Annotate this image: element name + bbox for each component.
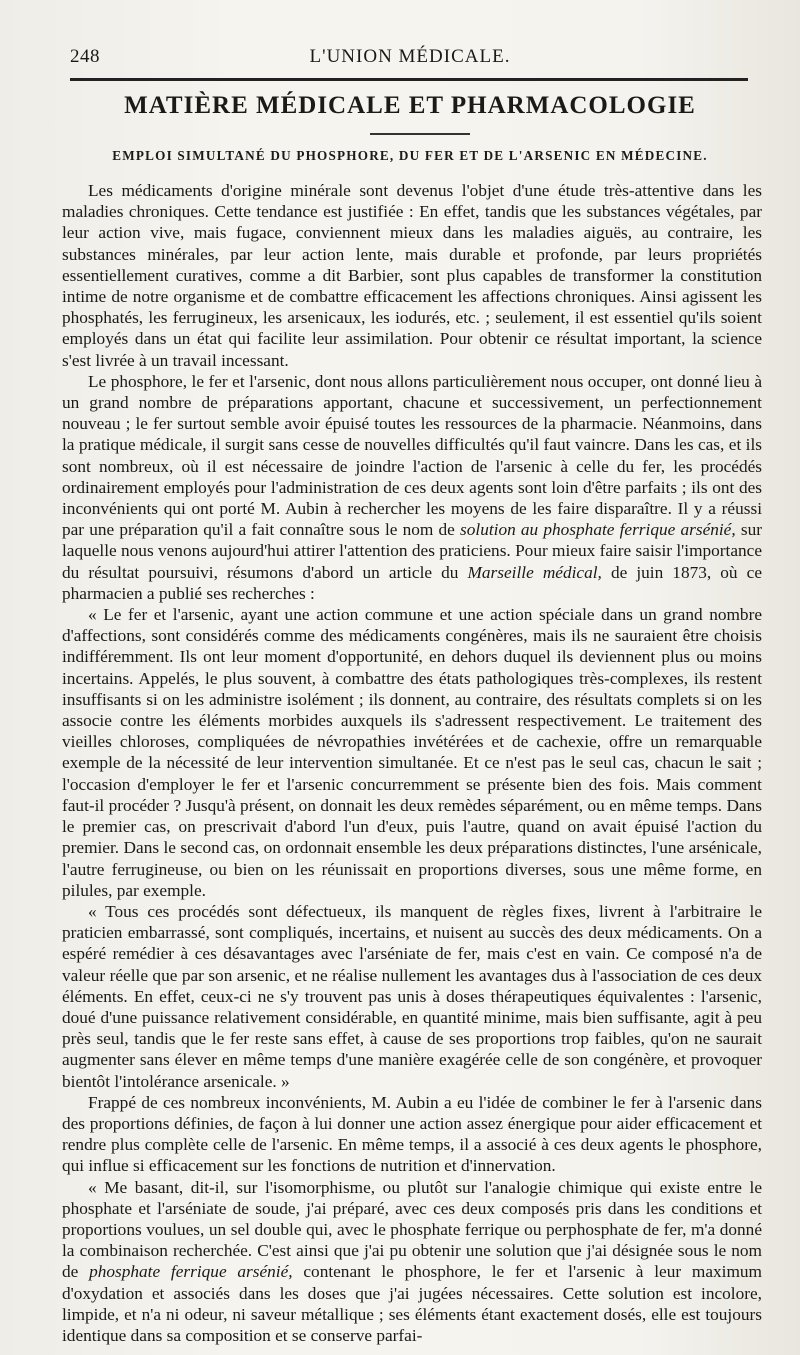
paragraph-6-part-2: contenant le phosphore, le fer et l'arsenic à leur maximum d'oxydation et associés dans les doses que j'ai jugées nécessaires. Cette solution est incolore, limpide, et n'a ni odeur, ni saveur métallique ; ses éléments étant exactement dosés, elle est toujours identique dans sa composition et se conserve parfai-: [62, 1262, 762, 1345]
compound-name-italic: phosphate ferrique arsénié,: [89, 1262, 293, 1282]
paragraph-6-part-1: « Me basant, dit-il, sur l'isomorphisme, ou plutôt sur l'analogie chimique qui existe entre le phosphate et l'arséniate de soude, j'ai préparé, avec ces deux composés pris dans les conditions et proportions voulues, un sel double qui, avec le phosphate ferrique ou perphosphate de fer, m'a donné la combinaison recherchée. C'est ainsi que j'ai pu obtenir une solution que j'ai désignée sous le nom de: [62, 1177, 762, 1282]
paragraph-2-part-2: sur laquelle nous venons aujourd'hui attirer l'attention des praticiens. Pour mieux faire saisir l'importance du résultat poursuivi, résumons d'abord un article du: [62, 520, 762, 582]
paragraph-1: Les médicaments d'origine minérale sont devenus l'objet d'une étude très-attentive dans les maladies chroniques. Cette tendance est justifiée : En effet, tandis que les substances végétales, par leur action vive, mais fugace, conviennent mieux dans les maladies aiguës, au contraire, les substances minérales, par leur action lente, mais durable et profonde, par leurs propriétés essentiellement curatives, comme a dit Barbier, sont plus capables de transformer la constitution intime de notre organisme et de combattre efficacement les affections chroniques. Ainsi agissent les phosphatés, les ferrugineux, les arsenicaux, les iodurés, etc. ; seulement, il est essentiel qu'ils soient employés dans un état qui facilite leur assimilation. Pour obtenir ce résultat important, la science s'est livrée à un travail incessant.: [62, 181, 762, 370]
paragraph-5: Frappé de ces nombreux inconvénients, M. Aubin a eu l'idée de combiner le fer à l'arsenic dans des proportions définies, de façon à lui donner une action assez énergique pour aider efficacement et rendre plus complète celle de l'arsenic. En même temps, il a associé à ces deux agents le phosphore, qui influe si efficacement sur les fonctions de nutrition et d'innervation.: [62, 1092, 762, 1176]
paragraph-6-quote: [62, 1177, 762, 1347]
page-header: [70, 44, 750, 74]
remedy-name-italic: solution au phosphate ferrique arsénié,: [460, 520, 736, 540]
title-rule: [370, 133, 470, 135]
journal-name-italic: Marseille médical,: [467, 562, 602, 582]
paragraph-3-quote: « Le fer et l'arsenic, ayant une action commune et une action spéciale dans un grand nombre d'affections, sont considérés comme des médicaments congénères, mais ils ne sauraient être choisis indifféremment. Ils ont leur moment d'opportunité, en dehors duquel ils deviennent plus ou moins incertains. Appelés, le plus souvent, à combattre des états pathologiques très-complexes, ils restent insuffisants si on les administre isolément ; ils donnent, au contraire, des résultats complets si on les associe contre les éléments morbides auxquels ils s'adressent respectivement. Le traitement des vieilles chloroses, compliquées de névropathies invétérées et de cachexie, offre un remarquable exemple de la nécessité de leur intervention simultanée. Et ce n'est pas le seul cas, chacun le sait ; l'occasion d'employer le fer et l'arsenic concurremment se présente bien des fois. Mais comment faut-il procéder ? Jusqu'à présent, on donnait les deux remèdes séparément, ou en même temps. Dans le premier cas, on prescrivait d'abord l'un d'eux, puis l'autre, quand on avait épuisé l'action du premier. Dans le second cas, on ordonnait ensemble les deux préparations distinctes, l'une arsénicale, l'autre ferrugineuse, ou bien on les réunissait en proportions diverses, sous une même forme, en pilules, par exemple.: [62, 605, 762, 900]
paragraph-2: [62, 371, 762, 604]
page-number: 248: [70, 46, 100, 67]
section-title: MATIÈRE MÉDICALE ET PHARMACOLOGIE: [124, 92, 696, 119]
article-body: [62, 180, 762, 1346]
article-title: EMPLOI SIMULTANÉ DU PHOSPHORE, DU FER ET DE L'ARSENIC EN MÉDECINE.: [112, 148, 708, 163]
paragraph-4-quote: « Tous ces procédés sont défectueux, ils manquent de règles fixes, livrent à l'arbitraire le praticien embarrassé, sont compliqués, incertains, et nuisent au succès des deux médicaments. On a espéré remédier à ces désavantages avec l'arséniate de fer, mais c'est en vain. Ce composé n'a de valeur réelle que par son arsenic, et ne réalise nullement les avantages dus à l'association de ces deux éléments. En effet, ceux-ci ne s'y trouvent pas unis à doses thérapeutiques équivalentes : l'arsenic, doué d'une puissance relativement considérable, en quantité minime, mais bien suffisante, agit à peu près seul, tandis que le fer reste sans effet, à cause de ses proportions trop faibles, qu'on ne saurait augmenter sans élever en même temps d'une manière exagérée celle de son congénère, et provoquer bientôt l'intolérance arsenicale. »: [62, 901, 762, 1091]
paragraph-2-part-3: de juin 1873, où ce pharmacien a publié ses recherches :: [62, 562, 762, 603]
header-rule: [70, 78, 748, 81]
paragraph-2-part-1: Le phosphore, le fer et l'arsenic, dont nous allons particulièrement nous occuper, ont donné lieu à un grand nombre de préparations apportant, chacune et successivement, un perfectionnement nouveau ; le fer surtout semble avoir épuisé toutes les ressources de la pharmacie. Néanmoins, dans la pratique médicale, il surgit sans cesse de nouvelles difficultés qu'il faut vaincre. Dans les cas, et ils sont nombreux, où il est nécessaire de joindre l'action de l'arsenic à celle du fer, les procédés ordinairement employés pour l'administration de ces deux agents sont loin d'être parfaits ; ils ont des inconvénients qui ont porté M. Aubin à rechercher les moyens de les faire disparaître. Il y a réussi par une préparation qu'il a fait connaître sous le nom de: [62, 371, 762, 540]
running-title: L'UNION MÉDICALE.: [309, 46, 511, 67]
